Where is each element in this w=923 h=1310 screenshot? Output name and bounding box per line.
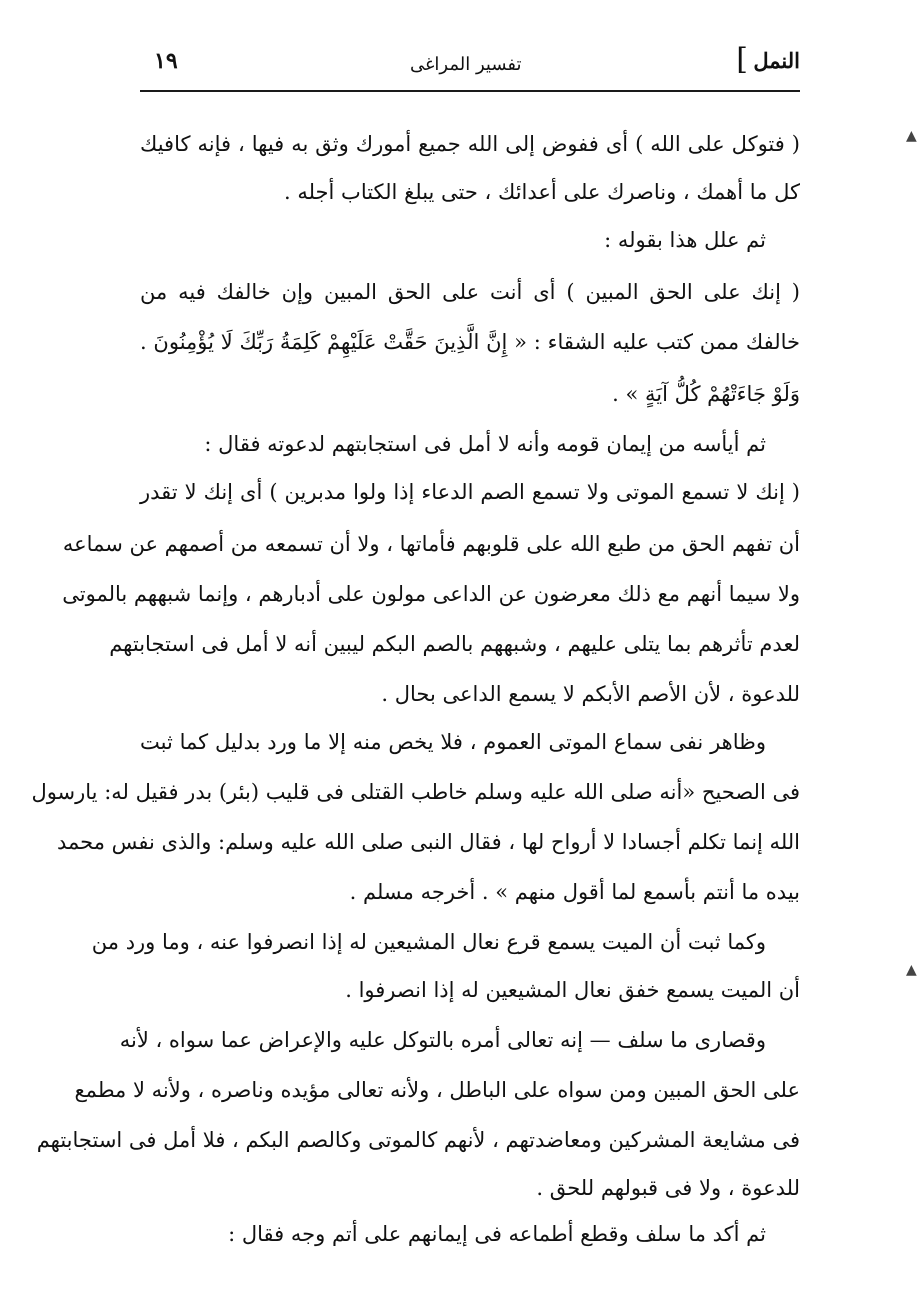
book-title: تفسير المراغى xyxy=(410,54,522,75)
margin-mark-top: ▲ xyxy=(906,128,917,144)
surah-name: النمل xyxy=(753,48,800,73)
text-line: وقصارى ما سلف — إنه تعالى أمره بالتوكل عليه والإعراض عما سواه ، لأنه xyxy=(119,1028,766,1052)
text-line: ( فتوكل على الله ) أى ففوض إلى الله جميع أمورك وثق به فيها ، فإنه كافيك xyxy=(140,132,800,156)
text-line: وَلَوْ جَاءَتْهُمْ كُلُّ آيَةٍ » . xyxy=(612,382,800,406)
page-number: ١٩ xyxy=(154,48,178,74)
text-line: خالفك ممن كتب عليه الشقاء : « إِنَّ الَّذِينَ حَقَّتْ عَلَيْهِمْ كَلِمَةُ رَبِّكَ لَا يُؤْمِنُونَ . xyxy=(140,330,800,354)
header-bracket: ] xyxy=(736,42,748,77)
text-line: فى مشايعة المشركين ومعاضدتهم ، لأنهم كالموتى وكالصم البكم ، فلا أمل فى استجابتهم xyxy=(36,1128,800,1152)
text-line: أن الميت يسمع خفق نعال المشيعين له إذا انصرفوا . xyxy=(345,978,800,1002)
text-line: كل ما أهمك ، وناصرك على أعدائك ، حتى يبلغ الكتاب أجله . xyxy=(284,180,800,204)
header-rule xyxy=(140,90,800,92)
text-line: وظاهر نفى سماع الموتى العموم ، فلا يخص منه إلا ما ورد بدليل كما ثبت xyxy=(140,730,766,754)
text-line: للدعوة ، لأن الأصم الأبكم لا يسمع الداعى بحال . xyxy=(381,682,800,706)
text-line: ثم علل هذا بقوله : xyxy=(604,228,766,252)
text-line: فى الصحيح «أنه صلى الله عليه وسلم خاطب القتلى فى قليب (بئر) بدر فقيل له: يارسول xyxy=(31,780,800,804)
text-line: ثم أكد ما سلف وقطع أطماعه فى إيمانهم على أتم وجه فقال : xyxy=(228,1222,766,1246)
text-line: للدعوة ، ولا فى قبولهم للحق . xyxy=(536,1176,800,1200)
text-line: ولا سيما أنهم مع ذلك معرضون عن الداعى مولون على أدبارهم ، وإنما شبههم بالموتى xyxy=(62,582,800,606)
margin-mark-mid: ▲ xyxy=(906,962,917,978)
text-line: بيده ما أنتم بأسمع لما أقول منهم » . أخرجه مسلم . xyxy=(349,880,800,904)
text-line: ( إنك لا تسمع الموتى ولا تسمع الصم الدعاء إذا ولوا مدبرين ) أى إنك لا تقدر xyxy=(140,480,800,504)
text-line: ثم أيأسه من إيمان قومه وأنه لا أمل فى استجابتهم لدعوته فقال : xyxy=(204,432,766,456)
text-line: لعدم تأثرهم بما يتلى عليهم ، وشبههم بالصم البكم ليبين أنه لا أمل فى استجابتهم xyxy=(109,632,800,656)
page-header xyxy=(140,40,800,92)
text-line: الله إنما تكلم أجسادا لا أرواح لها ، فقال النبى صلى الله عليه وسلم: والذى نفس محمد xyxy=(56,830,800,854)
text-line: على الحق المبين ومن سواه على الباطل ، ولأنه تعالى مؤيده وناصره ، ولأنه لا مطمع xyxy=(74,1078,800,1102)
text-line: ( إنك على الحق المبين ) أى أنت على الحق المبين وإن خالفك فيه من xyxy=(140,280,800,304)
text-line: أن تفهم الحق من طبع الله على قلوبهم فأماتها ، ولا أن تسمعه من أصمهم عن سماعه xyxy=(62,532,800,556)
text-line: وكما ثبت أن الميت يسمع قرع نعال المشيعين له إذا انصرفوا عنه ، وما ورد من xyxy=(91,930,766,954)
